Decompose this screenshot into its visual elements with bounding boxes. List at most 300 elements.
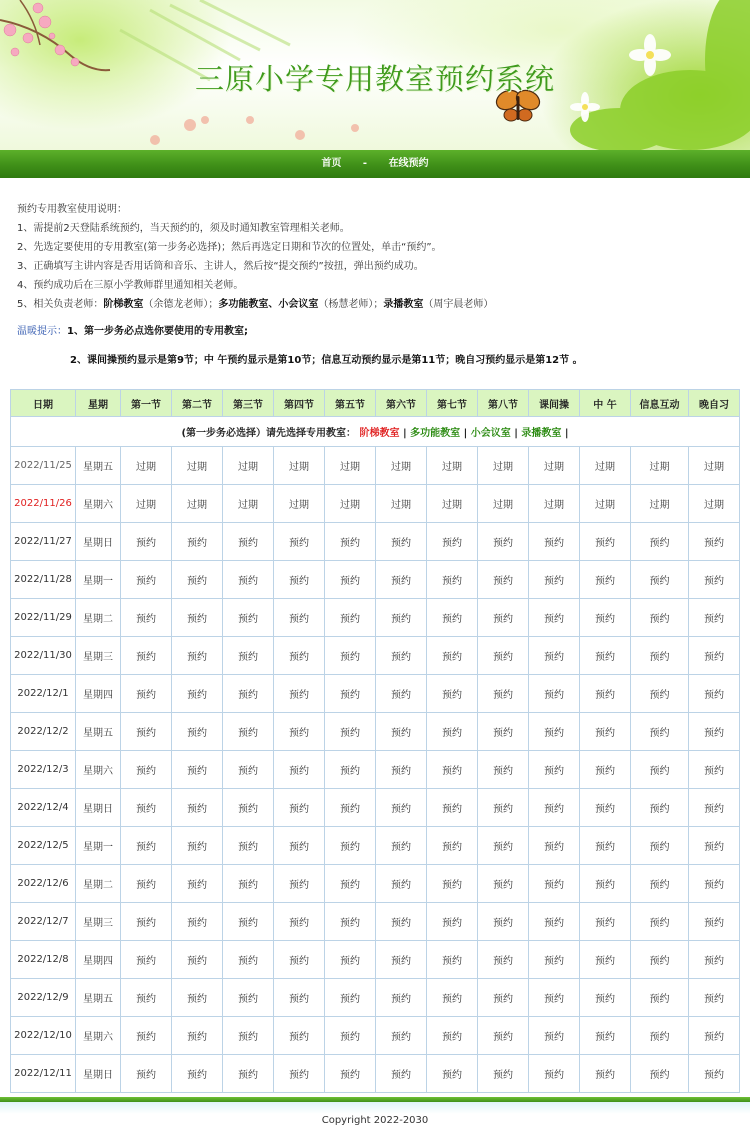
date-cell: 2022/12/9	[11, 979, 76, 1017]
book-slot-link[interactable]: 预约	[478, 1017, 529, 1055]
date-cell: 2022/12/3	[11, 751, 76, 789]
book-slot-link[interactable]: 预约	[223, 979, 274, 1017]
book-slot-link[interactable]: 预约	[427, 751, 478, 789]
table-row	[11, 979, 740, 1017]
book-slot-link[interactable]: 预约	[172, 751, 223, 789]
note-5-room-2: 多功能教室、小会议室	[218, 299, 319, 310]
note-5	[17, 295, 737, 314]
book-slot-link[interactable]: 预约	[274, 561, 325, 599]
book-slot-link[interactable]: 预约	[478, 713, 529, 751]
book-slot-link[interactable]: 预约	[529, 1055, 580, 1093]
nav-separator: -	[362, 158, 368, 169]
book-slot-link[interactable]: 预约	[478, 675, 529, 713]
book-slot-link[interactable]: 预约	[223, 789, 274, 827]
book-slot-link[interactable]: 预约	[274, 979, 325, 1017]
book-slot-link[interactable]: 预约	[631, 789, 689, 827]
book-slot-link[interactable]: 预约	[325, 979, 376, 1017]
expired-slot: 过期	[580, 485, 631, 523]
table-row	[11, 789, 740, 827]
book-slot-link[interactable]: 预约	[631, 827, 689, 865]
book-slot-link[interactable]: 预约	[478, 599, 529, 637]
book-slot-link[interactable]: 预约	[121, 561, 172, 599]
expired-slot: 过期	[631, 447, 689, 485]
room-multifunction[interactable]: 多功能教室	[410, 428, 461, 439]
book-slot-link[interactable]: 预约	[427, 713, 478, 751]
book-slot-link[interactable]: 预约	[427, 637, 478, 675]
book-slot-link[interactable]: 预约	[478, 827, 529, 865]
book-slot-link[interactable]: 预约	[529, 599, 580, 637]
book-slot-link[interactable]: 预约	[478, 903, 529, 941]
book-slot-link[interactable]: 预约	[376, 941, 427, 979]
book-slot-link[interactable]: 预约	[580, 979, 631, 1017]
book-slot-link[interactable]: 预约	[121, 599, 172, 637]
note-5-room-1: 阶梯教室	[103, 299, 144, 310]
expired-slot: 过期	[121, 485, 172, 523]
book-slot-link[interactable]: 预约	[580, 713, 631, 751]
room-meeting[interactable]: 小会议室	[470, 428, 511, 439]
book-slot-link[interactable]: 预约	[376, 865, 427, 903]
date-cell: 2022/11/25	[11, 447, 76, 485]
book-slot-link[interactable]: 预约	[529, 675, 580, 713]
date-cell: 2022/12/10	[11, 1017, 76, 1055]
tip-2: 2、课间操预约显示是第9节；中 午预约显示是第10节；信息互动预约显示是第11节；晚自习预约显示是第12节 。	[70, 355, 583, 366]
note-5-teacher-2: （杨慧老师）；	[318, 299, 384, 310]
main-nav	[0, 150, 750, 178]
date-cell: 2022/11/26	[11, 485, 76, 523]
column-header: 第八节	[478, 390, 529, 417]
weekday-cell: 星期四	[76, 941, 121, 979]
weekday-cell: 星期日	[76, 523, 121, 561]
table-row	[11, 865, 740, 903]
room-sep: |	[403, 428, 407, 439]
book-slot-link[interactable]: 预约	[689, 561, 740, 599]
expired-slot: 过期	[172, 447, 223, 485]
room-sep: |	[564, 428, 569, 439]
room-selector	[11, 417, 740, 447]
room-selector-prompt: (第一步务必选择）请先选择专用教室：	[181, 428, 357, 439]
expired-slot: 过期	[478, 485, 529, 523]
date-cell: 2022/12/2	[11, 713, 76, 751]
book-slot-link[interactable]: 预约	[427, 561, 478, 599]
expired-slot: 过期	[631, 485, 689, 523]
book-slot-link[interactable]: 预约	[325, 637, 376, 675]
column-header: 中 午	[580, 390, 631, 417]
date-cell: 2022/11/27	[11, 523, 76, 561]
weekday-cell: 星期日	[76, 1055, 121, 1093]
book-slot-link[interactable]: 预约	[172, 827, 223, 865]
book-slot-link[interactable]: 预约	[376, 675, 427, 713]
book-slot-link[interactable]: 预约	[325, 675, 376, 713]
book-slot-link[interactable]: 预约	[580, 561, 631, 599]
book-slot-link[interactable]: 预约	[121, 675, 172, 713]
book-slot-link[interactable]: 预约	[478, 865, 529, 903]
room-recording[interactable]: 录播教室	[521, 428, 562, 439]
table-row	[11, 751, 740, 789]
table-row	[11, 827, 740, 865]
site-title: 三原小学专用教室预约系统	[194, 62, 555, 96]
book-slot-link[interactable]: 预约	[223, 827, 274, 865]
book-slot-link[interactable]: 预约	[274, 1017, 325, 1055]
expired-slot: 过期	[274, 485, 325, 523]
book-slot-link[interactable]: 预约	[631, 637, 689, 675]
book-slot-link[interactable]: 预约	[478, 789, 529, 827]
expired-slot: 过期	[376, 485, 427, 523]
book-slot-link[interactable]: 预约	[325, 903, 376, 941]
expired-slot: 过期	[427, 485, 478, 523]
table-row	[11, 675, 740, 713]
expired-slot: 过期	[376, 447, 427, 485]
expired-slot: 过期	[478, 447, 529, 485]
book-slot-link[interactable]: 预约	[631, 941, 689, 979]
weekday-cell: 星期日	[76, 789, 121, 827]
book-slot-link[interactable]: 预约	[223, 523, 274, 561]
book-slot-link[interactable]: 预约	[223, 903, 274, 941]
table-header-row	[11, 390, 740, 417]
book-slot-link[interactable]: 预约	[529, 751, 580, 789]
weekday-cell: 星期五	[76, 447, 121, 485]
book-slot-link[interactable]: 预约	[529, 941, 580, 979]
book-slot-link[interactable]: 预约	[529, 713, 580, 751]
book-slot-link[interactable]: 预约	[172, 1055, 223, 1093]
book-slot-link[interactable]: 预约	[427, 599, 478, 637]
weekday-cell: 星期六	[76, 1017, 121, 1055]
expired-slot: 过期	[689, 485, 740, 523]
book-slot-link[interactable]: 预约	[580, 941, 631, 979]
book-slot-link[interactable]: 预约	[529, 865, 580, 903]
book-slot-link[interactable]: 预约	[274, 789, 325, 827]
book-slot-link[interactable]: 预约	[689, 789, 740, 827]
note-3: 3、正确填写主讲内容是否用话筒和音乐、主讲人，然后按“提交预约”按扭，弹出预约成功。	[17, 261, 424, 272]
book-slot-link[interactable]: 预约	[376, 903, 427, 941]
expired-slot: 过期	[121, 447, 172, 485]
book-slot-link[interactable]: 预约	[427, 979, 478, 1017]
book-slot-link[interactable]: 预约	[689, 979, 740, 1017]
book-slot-link[interactable]: 预约	[580, 1017, 631, 1055]
copyright: Copyright 2022-2030	[321, 1115, 429, 1126]
weekday-cell: 星期五	[76, 979, 121, 1017]
book-slot-link[interactable]: 预约	[172, 941, 223, 979]
book-slot-link[interactable]: 预约	[274, 637, 325, 675]
column-header: 第二节	[172, 390, 223, 417]
book-slot-link[interactable]: 预约	[427, 1055, 478, 1093]
date-cell: 2022/12/5	[11, 827, 76, 865]
date-cell: 2022/12/1	[11, 675, 76, 713]
book-slot-link[interactable]: 预约	[631, 599, 689, 637]
book-slot-link[interactable]: 预约	[689, 865, 740, 903]
note-5-teacher-3: （周宇晨老师）	[423, 299, 494, 310]
book-slot-link[interactable]: 预约	[172, 637, 223, 675]
book-slot-link[interactable]: 预约	[427, 903, 478, 941]
book-slot-link[interactable]: 预约	[631, 713, 689, 751]
book-slot-link[interactable]: 预约	[223, 941, 274, 979]
note-4: 4、预约成功后在三原小学教师群里通知相关老师。	[17, 280, 244, 291]
book-slot-link[interactable]: 预约	[427, 675, 478, 713]
book-slot-link[interactable]: 预约	[274, 599, 325, 637]
book-slot-link[interactable]: 预约	[689, 751, 740, 789]
book-slot-link[interactable]: 预约	[689, 941, 740, 979]
book-slot-link[interactable]: 预约	[580, 827, 631, 865]
book-slot-link[interactable]: 预约	[478, 979, 529, 1017]
book-slot-link[interactable]: 预约	[274, 523, 325, 561]
header-banner	[0, 0, 750, 150]
column-header: 课间操	[529, 390, 580, 417]
date-cell: 2022/11/30	[11, 637, 76, 675]
note-5-prefix: 5、相关负责老师：	[17, 299, 104, 310]
table-row	[11, 903, 740, 941]
book-slot-link[interactable]: 预约	[172, 523, 223, 561]
book-slot-link[interactable]: 预约	[689, 599, 740, 637]
book-slot-link[interactable]: 预约	[376, 637, 427, 675]
book-slot-link[interactable]: 预约	[172, 979, 223, 1017]
book-slot-link[interactable]: 预约	[172, 599, 223, 637]
book-slot-link[interactable]: 预约	[376, 751, 427, 789]
expired-slot: 过期	[529, 447, 580, 485]
book-slot-link[interactable]: 预约	[376, 713, 427, 751]
book-slot-link[interactable]: 预约	[121, 523, 172, 561]
table-row	[11, 941, 740, 979]
book-slot-link[interactable]: 预约	[274, 675, 325, 713]
expired-slot: 过期	[172, 485, 223, 523]
book-slot-link[interactable]: 预约	[274, 827, 325, 865]
book-slot-link[interactable]: 预约	[631, 675, 689, 713]
room-lecture-hall[interactable]: 阶梯教室	[359, 428, 400, 439]
book-slot-link[interactable]: 预约	[478, 523, 529, 561]
book-slot-link[interactable]: 预约	[580, 523, 631, 561]
expired-slot: 过期	[223, 447, 274, 485]
weekday-cell: 星期二	[76, 599, 121, 637]
book-slot-link[interactable]: 预约	[376, 1055, 427, 1093]
book-slot-link[interactable]: 预约	[580, 599, 631, 637]
weekday-cell: 星期三	[76, 903, 121, 941]
note-1: 1、需提前2天登陆系统预约，当天预约的，须及时通知教室管理相关老师。	[17, 223, 350, 234]
book-slot-link[interactable]: 预约	[172, 865, 223, 903]
expired-slot: 过期	[325, 447, 376, 485]
book-slot-link[interactable]: 预约	[121, 903, 172, 941]
book-slot-link[interactable]: 预约	[529, 637, 580, 675]
table-row	[11, 561, 740, 599]
table-row	[11, 447, 740, 485]
expired-slot: 过期	[223, 485, 274, 523]
book-slot-link[interactable]: 预约	[631, 979, 689, 1017]
book-slot-link[interactable]: 预约	[172, 675, 223, 713]
column-header: 第七节	[427, 390, 478, 417]
book-slot-link[interactable]: 预约	[631, 903, 689, 941]
book-slot-link[interactable]: 预约	[478, 637, 529, 675]
usage-notes	[17, 200, 737, 314]
book-slot-link[interactable]: 预约	[121, 637, 172, 675]
book-slot-link[interactable]: 预约	[580, 675, 631, 713]
book-slot-link[interactable]: 预约	[325, 523, 376, 561]
book-slot-link[interactable]: 预约	[631, 523, 689, 561]
weekday-cell: 星期五	[76, 713, 121, 751]
book-slot-link[interactable]: 预约	[631, 1055, 689, 1093]
book-slot-link[interactable]: 预约	[689, 1055, 740, 1093]
book-slot-link[interactable]: 预约	[631, 561, 689, 599]
expired-slot: 过期	[274, 447, 325, 485]
date-cell: 2022/12/11	[11, 1055, 76, 1093]
book-slot-link[interactable]: 预约	[274, 713, 325, 751]
book-slot-link[interactable]: 预约	[223, 637, 274, 675]
notes-intro: 预约专用教室使用说明：	[17, 204, 127, 215]
book-slot-link[interactable]: 预约	[631, 751, 689, 789]
book-slot-link[interactable]: 预约	[223, 751, 274, 789]
book-slot-link[interactable]: 预约	[580, 1055, 631, 1093]
book-slot-link[interactable]: 预约	[427, 1017, 478, 1055]
table-row	[11, 485, 740, 523]
book-slot-link[interactable]: 预约	[121, 789, 172, 827]
date-cell: 2022/11/28	[11, 561, 76, 599]
date-cell: 2022/12/6	[11, 865, 76, 903]
book-slot-link[interactable]: 预约	[529, 1017, 580, 1055]
book-slot-link[interactable]: 预约	[223, 599, 274, 637]
book-slot-link[interactable]: 预约	[376, 599, 427, 637]
book-slot-link[interactable]: 预约	[274, 1055, 325, 1093]
note-5-room-3: 录播教室	[383, 299, 424, 310]
date-cell: 2022/11/29	[11, 599, 76, 637]
book-slot-link[interactable]: 预约	[223, 1017, 274, 1055]
book-slot-link[interactable]: 预约	[427, 523, 478, 561]
column-header: 信息互动	[631, 390, 689, 417]
book-slot-link[interactable]: 预约	[689, 523, 740, 561]
book-slot-link[interactable]: 预约	[172, 713, 223, 751]
book-slot-link[interactable]: 预约	[121, 751, 172, 789]
book-slot-link[interactable]: 预约	[580, 751, 631, 789]
book-slot-link[interactable]: 预约	[121, 941, 172, 979]
book-slot-link[interactable]: 预约	[427, 789, 478, 827]
book-slot-link[interactable]: 预约	[325, 865, 376, 903]
book-slot-link[interactable]: 预约	[529, 789, 580, 827]
nav-home[interactable]: 首页	[321, 158, 342, 169]
book-slot-link[interactable]: 预约	[529, 561, 580, 599]
table-body	[11, 447, 740, 1093]
book-slot-link[interactable]: 预约	[274, 903, 325, 941]
book-slot-link[interactable]: 预约	[325, 941, 376, 979]
book-slot-link[interactable]: 预约	[631, 865, 689, 903]
book-slot-link[interactable]: 预约	[478, 561, 529, 599]
book-slot-link[interactable]: 预约	[121, 865, 172, 903]
book-slot-link[interactable]: 预约	[121, 979, 172, 1017]
column-header: 第四节	[274, 390, 325, 417]
book-slot-link[interactable]: 预约	[325, 561, 376, 599]
book-slot-link[interactable]: 预约	[172, 1017, 223, 1055]
column-header: 晚自习	[689, 390, 740, 417]
date-cell: 2022/12/7	[11, 903, 76, 941]
expired-slot: 过期	[427, 447, 478, 485]
book-slot-link[interactable]: 预约	[529, 523, 580, 561]
column-header: 星期	[76, 390, 121, 417]
weekday-cell: 星期三	[76, 637, 121, 675]
book-slot-link[interactable]: 预约	[478, 751, 529, 789]
expired-slot: 过期	[529, 485, 580, 523]
room-selector-row	[11, 417, 740, 447]
book-slot-link[interactable]: 预约	[325, 751, 376, 789]
book-slot-link[interactable]: 预约	[580, 789, 631, 827]
book-slot-link[interactable]: 预约	[689, 713, 740, 751]
date-cell: 2022/12/8	[11, 941, 76, 979]
weekday-cell: 星期六	[76, 751, 121, 789]
book-slot-link[interactable]: 预约	[529, 979, 580, 1017]
book-slot-link[interactable]: 预约	[376, 827, 427, 865]
book-slot-link[interactable]: 预约	[325, 1017, 376, 1055]
book-slot-link[interactable]: 预约	[529, 903, 580, 941]
room-sep: |	[463, 428, 468, 439]
table-row	[11, 637, 740, 675]
footer-band	[0, 1102, 750, 1114]
book-slot-link[interactable]: 预约	[478, 941, 529, 979]
book-slot-link[interactable]: 预约	[427, 865, 478, 903]
book-slot-link[interactable]: 预约	[427, 941, 478, 979]
expired-slot: 过期	[689, 447, 740, 485]
book-slot-link[interactable]: 预约	[223, 675, 274, 713]
book-slot-link[interactable]: 预约	[172, 903, 223, 941]
book-slot-link[interactable]: 预约	[223, 713, 274, 751]
column-header: 第五节	[325, 390, 376, 417]
date-cell: 2022/12/4	[11, 789, 76, 827]
book-slot-link[interactable]: 预约	[223, 1055, 274, 1093]
weekday-cell: 星期六	[76, 485, 121, 523]
book-slot-link[interactable]: 预约	[580, 865, 631, 903]
book-slot-link[interactable]: 预约	[325, 1055, 376, 1093]
tip-1: 1、第一步务必点选你要使用的专用教室;	[67, 326, 248, 337]
tip-label: 温暖提示：	[17, 326, 67, 337]
column-header: 第一节	[121, 390, 172, 417]
book-slot-link[interactable]: 预约	[580, 903, 631, 941]
book-slot-link[interactable]: 预约	[427, 827, 478, 865]
book-slot-link[interactable]: 预约	[121, 1017, 172, 1055]
weekday-cell: 星期一	[76, 827, 121, 865]
book-slot-link[interactable]: 预约	[580, 637, 631, 675]
column-header: 第六节	[376, 390, 427, 417]
book-slot-link[interactable]: 预约	[478, 1055, 529, 1093]
book-slot-link[interactable]: 预约	[689, 827, 740, 865]
book-slot-link[interactable]: 预约	[325, 789, 376, 827]
book-slot-link[interactable]: 预约	[274, 751, 325, 789]
column-header: 日期	[11, 390, 76, 417]
book-slot-link[interactable]: 预约	[689, 637, 740, 675]
book-slot-link[interactable]: 预约	[325, 713, 376, 751]
book-slot-link[interactable]: 预约	[325, 827, 376, 865]
book-slot-link[interactable]: 预约	[223, 865, 274, 903]
book-slot-link[interactable]: 预约	[274, 865, 325, 903]
book-slot-link[interactable]: 预约	[631, 1017, 689, 1055]
book-slot-link[interactable]: 预约	[689, 1017, 740, 1055]
book-slot-link[interactable]: 预约	[689, 675, 740, 713]
book-slot-link[interactable]: 预约	[223, 561, 274, 599]
book-slot-link[interactable]: 预约	[325, 599, 376, 637]
book-slot-link[interactable]: 预约	[376, 561, 427, 599]
book-slot-link[interactable]: 预约	[376, 979, 427, 1017]
weekday-cell: 星期二	[76, 865, 121, 903]
book-slot-link[interactable]: 预约	[172, 561, 223, 599]
book-slot-link[interactable]: 预约	[376, 523, 427, 561]
book-slot-link[interactable]: 预约	[121, 713, 172, 751]
book-slot-link[interactable]: 预约	[121, 827, 172, 865]
column-header: 第三节	[223, 390, 274, 417]
note-5-teacher-1: （余德龙老师）；	[143, 299, 219, 310]
book-slot-link[interactable]: 预约	[121, 1055, 172, 1093]
room-sep: |	[514, 428, 518, 439]
book-slot-link[interactable]: 预约	[274, 941, 325, 979]
book-slot-link[interactable]: 预约	[689, 903, 740, 941]
nav-online-booking[interactable]: 在线预约	[388, 158, 429, 169]
weekday-cell: 星期四	[76, 675, 121, 713]
book-slot-link[interactable]: 预约	[172, 789, 223, 827]
book-slot-link[interactable]: 预约	[529, 827, 580, 865]
book-slot-link[interactable]: 预约	[376, 1017, 427, 1055]
warm-tips	[17, 322, 737, 337]
book-slot-link[interactable]: 预约	[376, 789, 427, 827]
weekday-cell: 星期一	[76, 561, 121, 599]
